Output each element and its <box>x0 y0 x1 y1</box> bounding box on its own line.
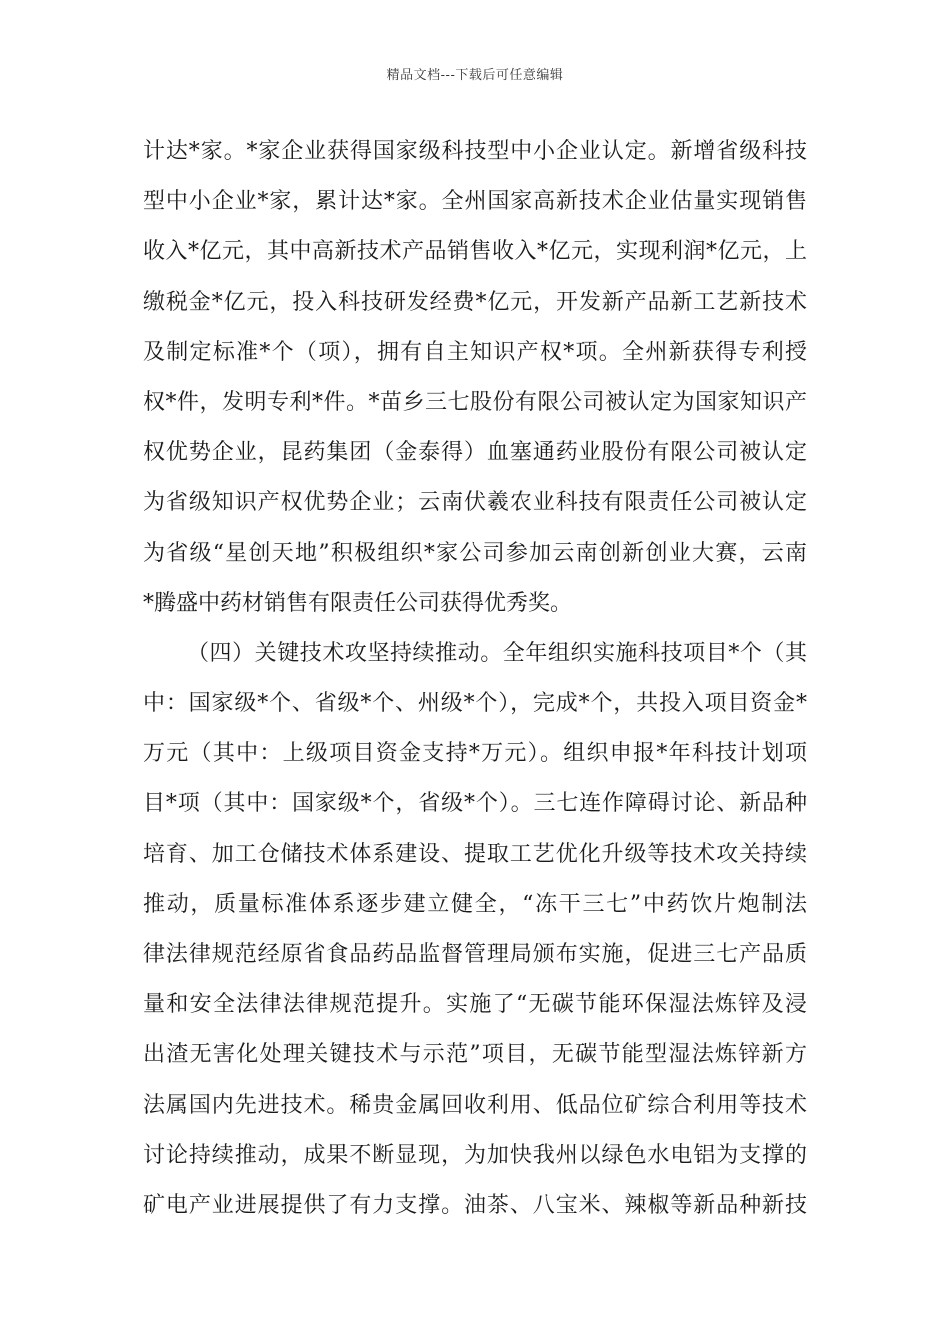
text-line: 万元（其中：上级项目资金支持*万元）。组织申报*年科技计划项 <box>143 741 807 767</box>
paragraph <box>143 629 807 1231</box>
text-line: 矿电产业进展提供了有力支撑。油茶、八宝米、辣椒等新品种新技 <box>143 1192 807 1218</box>
text-line: 收入*亿元，其中高新技术产品销售收入*亿元，实现利润*亿元，上 <box>143 239 807 265</box>
text-line: 推动，质量标准体系逐步建立健全，“冻干三七”中药饮片炮制法 <box>143 891 807 917</box>
page-header: 精品文档---下载后可任意编辑 <box>386 68 564 83</box>
text-line: 量和安全法律法律规范提升。实施了“无碳节能环保湿法炼锌及浸 <box>143 992 807 1018</box>
text-line: 型中小企业*家，累计达*家。全州国家高新技术企业估量实现销售 <box>143 189 807 215</box>
text-line: 出渣无害化处理关键技术与示范”项目，无碳节能型湿法炼锌新方 <box>143 1042 807 1068</box>
paragraph <box>143 127 807 629</box>
text-line: 中：国家级*个、省级*个、州级*个），完成*个，共投入项目资金* <box>143 691 807 717</box>
text-line: 法属国内先进技术。稀贵金属回收利用、低品位矿综合利用等技术 <box>143 1092 807 1118</box>
text-line: 律法律规范经原省食品药品监督管理局颁布实施，促进三七产品质 <box>143 942 807 967</box>
text-line: 目*项（其中：国家级*个，省级*个）。三七连作障碍讨论、新品种 <box>143 791 807 817</box>
text-line: 计达*家。*家企业获得国家级科技型中小企业认定。新增省级科技 <box>143 139 807 164</box>
text-line: 培育、加工仓储技术体系建设、提取工艺优化升级等技术攻关持续 <box>143 841 807 867</box>
text-line: 权*件，发明专利*件。*苗乡三七股份有限公司被认定为国家知识产 <box>143 389 807 415</box>
document-body <box>143 127 807 1231</box>
text-line: 为省级知识产权优势企业；云南伏羲农业科技有限责任公司被认定 <box>143 490 807 516</box>
text-line: 及制定标准*个（项），拥有自主知识产权*项。全州新获得专利授 <box>143 339 807 365</box>
text-line: 讨论持续推动，成果不断显现，为加快我州以绿色水电铝为支撑的 <box>143 1142 807 1168</box>
text-line: 权优势企业，昆药集团（金泰得）血塞通药业股份有限公司被认定 <box>143 440 807 466</box>
text-line: 为省级“星创天地”积极组织*家公司参加云南创新创业大赛，云南 <box>143 540 807 566</box>
text-line: 缴税金*亿元，投入科技研发经费*亿元，开发新产品新工艺新技术 <box>143 289 807 315</box>
text-line: （四）关键技术攻坚持续推动。全年组织实施科技项目*个（其 <box>187 640 807 666</box>
text-line: *腾盛中药材销售有限责任公司获得优秀奖。 <box>143 590 573 616</box>
